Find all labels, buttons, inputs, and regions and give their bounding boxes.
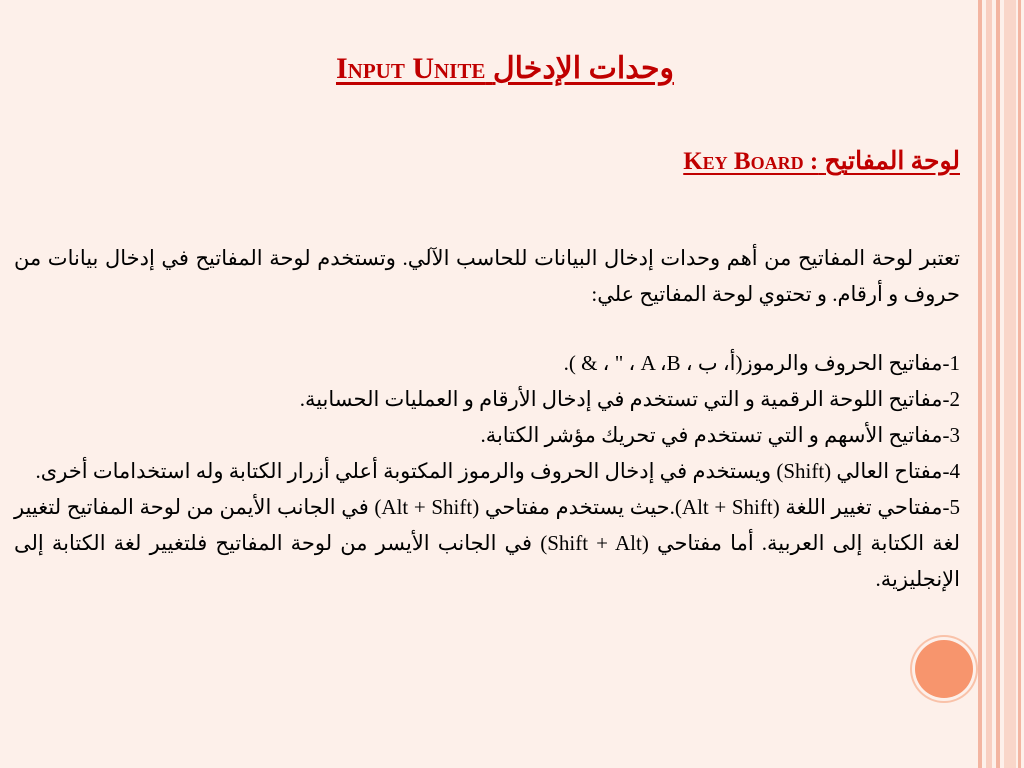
decorative-stripe (1018, 0, 1021, 768)
list-item: 4-مفتاح العالي (Shift) ويستخدم في إدخال الحروف والرموز المكتوبة أعلي أزرار الكتابة وله استخدامات أخرى. (35, 459, 960, 483)
title-english: Input Unite (335, 52, 486, 85)
decorative-circle (915, 640, 973, 698)
list-item: 3-مفاتيح الأسهم و التي تستخدم في تحريك مؤشر الكتابة. (480, 423, 960, 447)
decorative-stripe (986, 0, 992, 768)
list-item: 2-مفاتيح اللوحة الرقمية و التي تستخدم في إدخال الأرقام و العمليات الحسابية. (299, 387, 960, 411)
list-item: 5-مفتاحي تغيير اللغة (Alt + Shift).حيث يستخدم مفتاحي (Alt + Shift) في الجانب الأيمن من لوحة المفاتيح لتغيير لغة الكتابة إلى العربية. أما مفتاحي (Shift + Alt) في الجانب الأيسر من لوحة المفاتيح فلتغيير لغة الكتابة إلى الإنجليزية. (14, 495, 961, 591)
slide-title (0, 50, 1010, 88)
decorative-stripe (996, 0, 1000, 768)
subtitle-english: Key Board : (683, 148, 819, 175)
subtitle-arabic: لوحة المفاتيح (824, 148, 960, 175)
decorative-stripe (1004, 0, 1016, 768)
title-arabic: وحدات الإدخال (492, 52, 674, 85)
list-item: 1-مفاتيح الحروف والرموز(أ، ب ، A ،B ، " ، & ). (563, 351, 960, 375)
slide-subtitle (683, 146, 960, 176)
intro-paragraph: تعتبر لوحة المفاتيح من أهم وحدات إدخال البيانات للحاسب الآلي. وتستخدم لوحة المفاتيح في إدخال بيانات من حروف و أرقام. و تحتوي لوحة المفاتيح علي: (14, 246, 960, 306)
key-list (14, 345, 960, 597)
decorative-stripe (978, 0, 982, 768)
